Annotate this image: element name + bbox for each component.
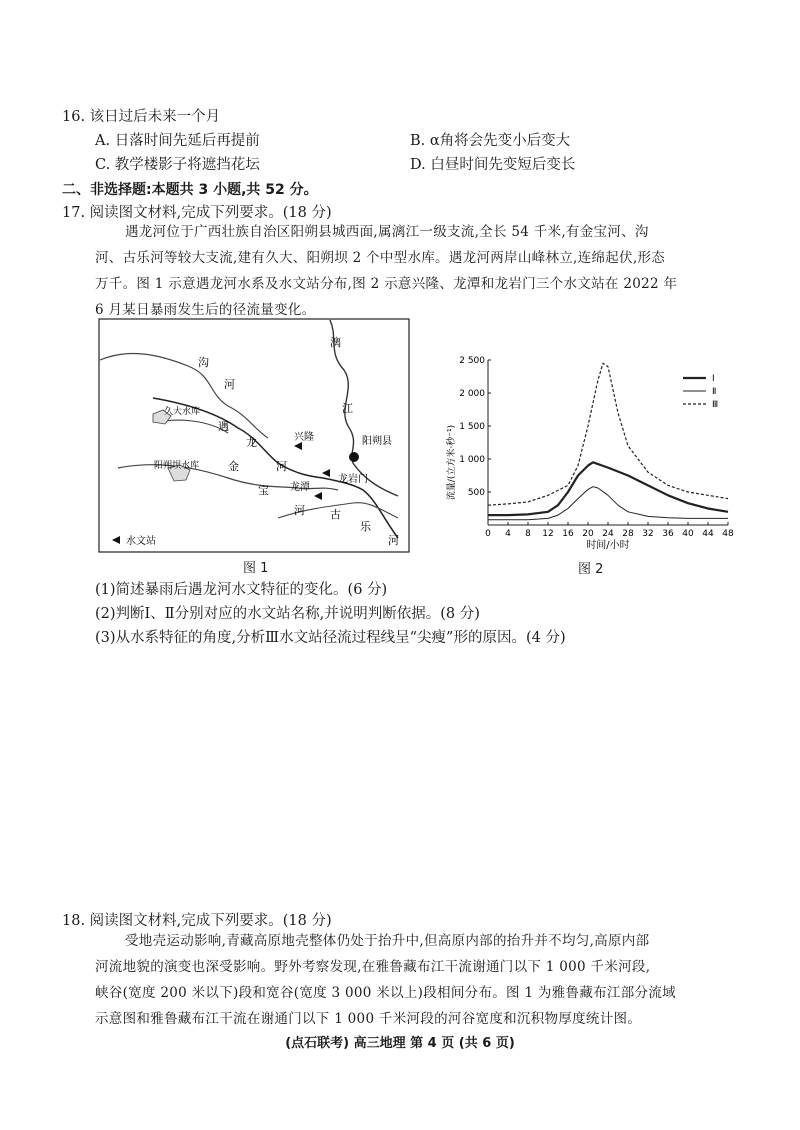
map-label: 乐 [360,520,371,533]
q18-para-line: 示意图和雅鲁藏布江干流在谢通门以下 1 000 千米河段的河谷宽度和沉积物厚度统计图。 [95,1011,642,1027]
x-tick-label: 48 [722,529,734,539]
map-label: 金 [228,460,239,473]
x-tick-label: 4 [505,529,511,539]
map-label: 河 [388,534,399,547]
y-tick-label: 500 [467,488,485,498]
q17-subquestion: (2)判断Ⅰ、Ⅱ分别对应的水文站名称,并说明判断依据。(8 分) [95,606,480,622]
q17-stem: 17. 阅读图文材料,完成下列要求。(18 分) [62,205,332,221]
x-tick-label: 24 [602,529,614,539]
x-tick-label: 8 [525,529,531,539]
page-footer: (点石联考) 高三地理 第 4 页 (共 6 页) [285,1036,515,1051]
q18-stem: 18. 阅读图文材料,完成下列要求。(18 分) [62,913,332,929]
q17-para-line: 6 月某日暴雨发生后的径流量变化。 [95,302,316,318]
x-tick-label: 44 [702,529,714,539]
q16-option-b: B. α角将会先变小后变大 [410,133,571,149]
map-label: 漓 [330,336,341,349]
y-tick-label: 2 500 [459,356,485,366]
map-label: 古 [330,508,341,521]
figure-1-caption: 图 1 [243,561,269,576]
q17-para-line: 河、古乐河等较大支流,建有久大、阳朔坝 2 个中型水库。遇龙河两岸山峰林立,连绵起伏,形态 [95,250,666,266]
x-axis-label: 时间/小时 [586,540,630,551]
y-tick-label: 1 000 [459,455,485,465]
q17-para-line: 遇龙河位于广西壮族自治区阳朔县城西面,属漓江一级支流,全长 54 千米,有金宝河、沟 [125,224,649,240]
map-label: 遇 [218,420,229,433]
figure-2-caption: 图 2 [578,562,604,577]
map-legend-label: 水文站 [126,536,156,547]
map-label: 龙 [246,436,257,449]
q18-para-line: 河流地貌的演变也深受影响。野外考察发现,在雅鲁藏布江干流谢通门以下 1 000 千米河段, [95,959,651,975]
map-label: 宝 [258,484,269,497]
x-tick-label: 20 [582,529,594,539]
x-tick-label: 28 [622,529,634,539]
q16-option-a: A. 日落时间先延后再提前 [95,133,260,149]
q18-para-line: 受地壳运动影响,青藏高原地壳整体仍处于抬升中,但高原内部的抬升并不均匀,高原内部 [125,933,650,949]
q17-para-line: 万千。图 1 示意遇龙河水系及水文站分布,图 2 示意兴隆、龙潭和龙岩门三个水文站在 2022 年 [95,276,678,292]
legend-label: Ⅲ [712,400,719,410]
q18-para-line: 峡谷(宽度 200 米以下)段和宽谷(宽度 3 000 米以上)段相间分布。图 1 为雅鲁藏布江部分流域 [95,985,676,1001]
map-label: 阳朔坝水库 [154,461,200,471]
series-line [488,363,728,505]
x-tick-label: 0 [485,529,491,539]
runoff-chart [440,352,750,552]
map-label: 阳朔县 [362,436,392,447]
y-tick-label: 2 000 [459,389,485,399]
map-label: 河 [224,378,235,391]
map-label: 久大水库 [164,407,201,417]
map-label: 兴隆 [294,432,314,443]
legend-label: Ⅱ [712,387,717,397]
legend-label: Ⅰ [712,374,715,384]
y-axis-label: 流量/(立方米·秒⁻¹) [447,424,457,501]
map-label: 江 [342,402,353,415]
x-tick-label: 12 [542,529,554,539]
series-line [488,462,728,515]
q16-option-d: D. 白昼时间先变短后变长 [410,157,576,173]
river-map [98,318,410,553]
x-tick-label: 36 [662,529,674,539]
x-tick-label: 40 [682,529,694,539]
map-label: 龙岩门 [338,474,368,485]
yangshuo-county-icon [349,452,359,462]
x-tick-label: 16 [562,529,574,539]
q17-subquestion: (3)从水系特征的角度,分析Ⅲ水文站径流过程线呈“尖瘦”形的原因。(4 分) [95,630,566,646]
map-label: 河 [294,504,305,517]
x-tick-label: 32 [642,529,654,539]
q16-option-c: C. 教学楼影子将遮挡花坛 [95,157,260,173]
y-tick-label: 1 500 [459,422,485,432]
q16-stem: 16. 该日过后未来一个月 [62,109,221,125]
map-label: 沟 [198,356,209,369]
section-heading: 二、非选择题:本题共 3 小题,共 52 分。 [62,182,318,198]
q17-subquestion: (1)简述暴雨后遇龙河水文特征的变化。(6 分) [95,582,388,598]
map-label: 龙潭 [290,482,310,493]
map-label: 河 [276,460,287,473]
